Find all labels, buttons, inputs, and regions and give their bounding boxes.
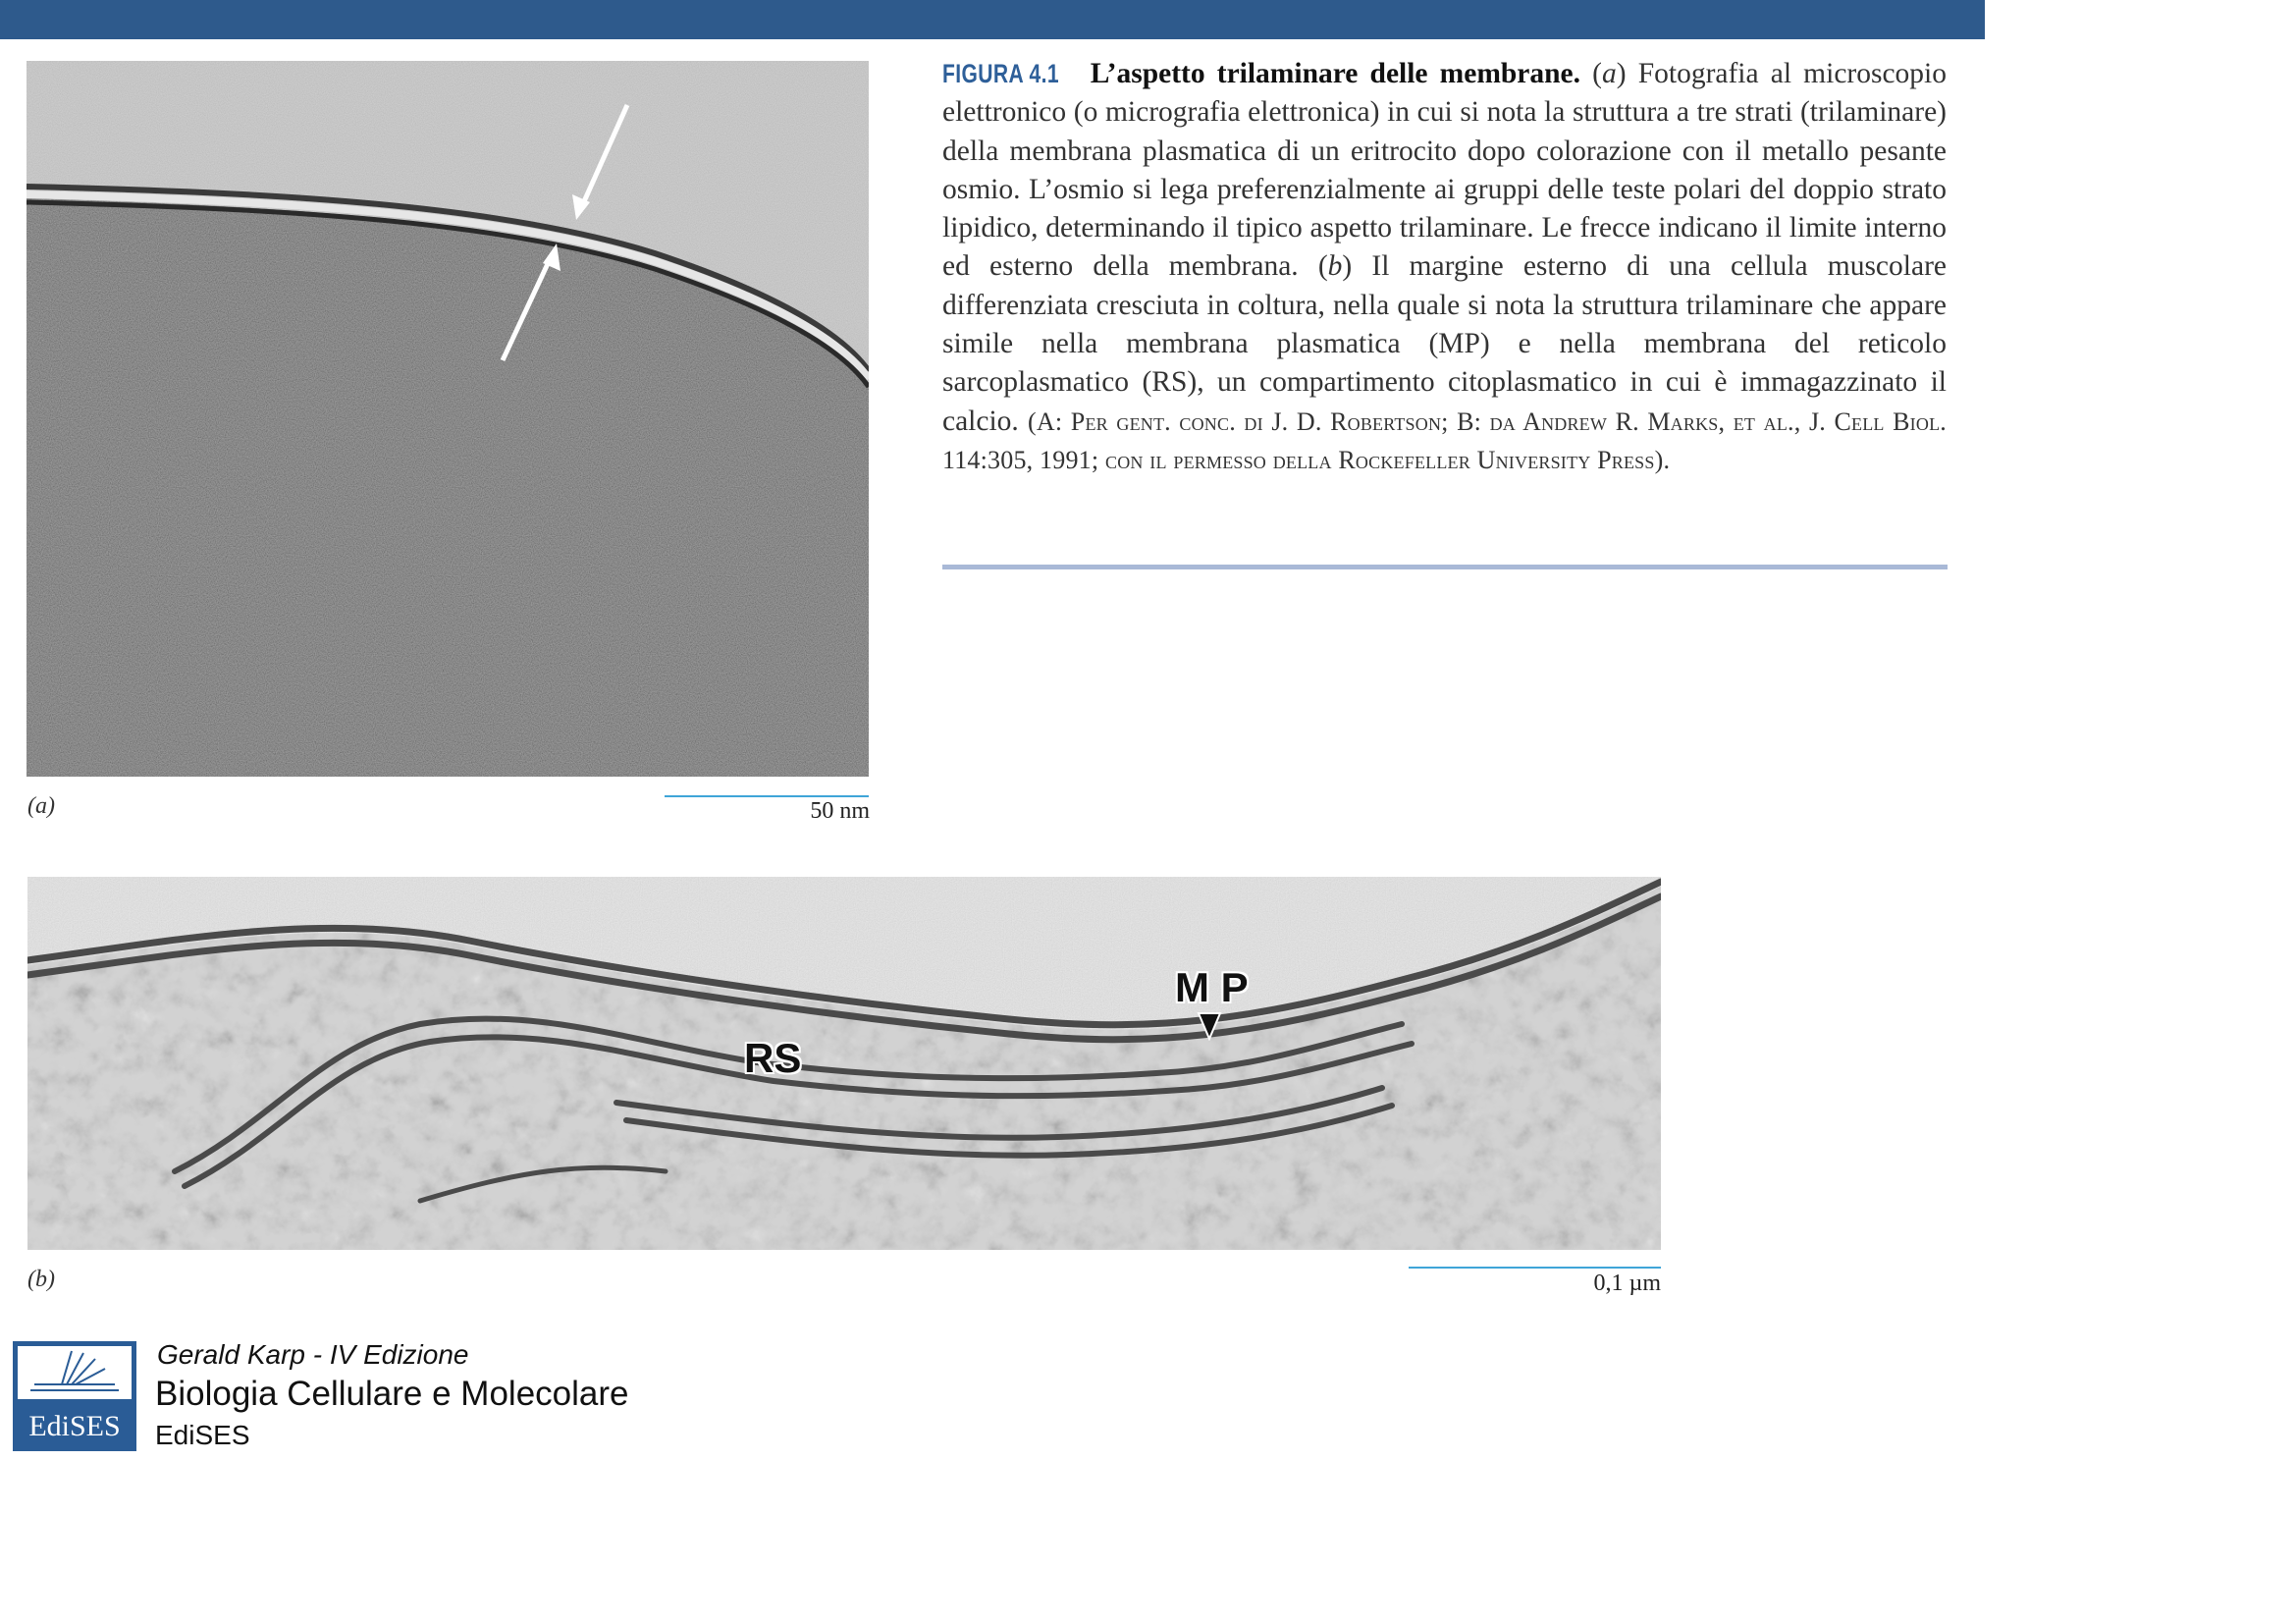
caption-part-3: b [1327,250,1343,283]
logo-text: EdiSES [28,1410,121,1442]
caption-part-2: ) Fotografia al microscopio elettronico (o micrografia elettronica) in cui si nota la struttura a tre strati (trilaminare) della membrana plasmatica di un eritrocito dopo colorazione con il metallo pesante osmio. L’osmio si lega preferenzialmente ai gruppi delle teste polari del doppio strato lipidico, determinando il tipico aspetto trilaminare. Le frecce indicano il limite interno ed esterno della membrana. ( [942,58,1948,283]
micrograph-b-image [27,877,1661,1250]
scale-bar-a [665,795,869,797]
caption-part-0: ( [1580,58,1602,89]
caption-part-1: a [1602,58,1617,89]
figure-title: L’aspetto trilaminare delle membrane. [1090,58,1581,89]
panel-a-label: (a) [27,793,55,819]
micrograph-b [27,877,1661,1250]
micrograph-a [27,61,869,777]
edises-logo [13,1341,136,1451]
caption-part-4: ) Il margine esterno di una cellula muscolare differenziata cresciuta in coltura, nella quale si nota la struttura trilaminare che appare simile nella membrana plasmatica (MP) e nella membrana del reticolo sarcoplasmatico (RS), un compartimento citoplasmatico in cui è immagazzinato il calcio. [942,250,1947,437]
label-mp: M P [1175,964,1249,1010]
micrograph-a-image [27,61,869,777]
scale-bar-b [1409,1267,1661,1269]
scale-bar-a-label: 50 nm [810,798,870,824]
footer-book-title: Biologia Cellulare e Molecolare [155,1375,629,1413]
footer-publisher: EdiSES [155,1420,250,1450]
footer-author: Gerald Karp - IV Edizione [157,1339,469,1370]
caption-body [942,58,1947,437]
caption-rule [942,565,1948,569]
panel-b-label: (b) [27,1267,55,1292]
mp-arrowhead-icon [1197,1011,1222,1041]
top-header-bar [0,0,1985,39]
scale-bar-b-label: 0,1 µm [1593,1271,1661,1296]
label-rs: RS [744,1035,802,1081]
figure-caption [942,55,1947,479]
figure-number: FIGURA 4.1 [942,59,1059,88]
figure-credits: (A: Per gent. conc. di J. D. Robertson; B: da Andrew R. Marks, et al., J. Cell Biol. 114:305, 1991; con il permesso della Rockefeller University Press). [942,406,1947,474]
